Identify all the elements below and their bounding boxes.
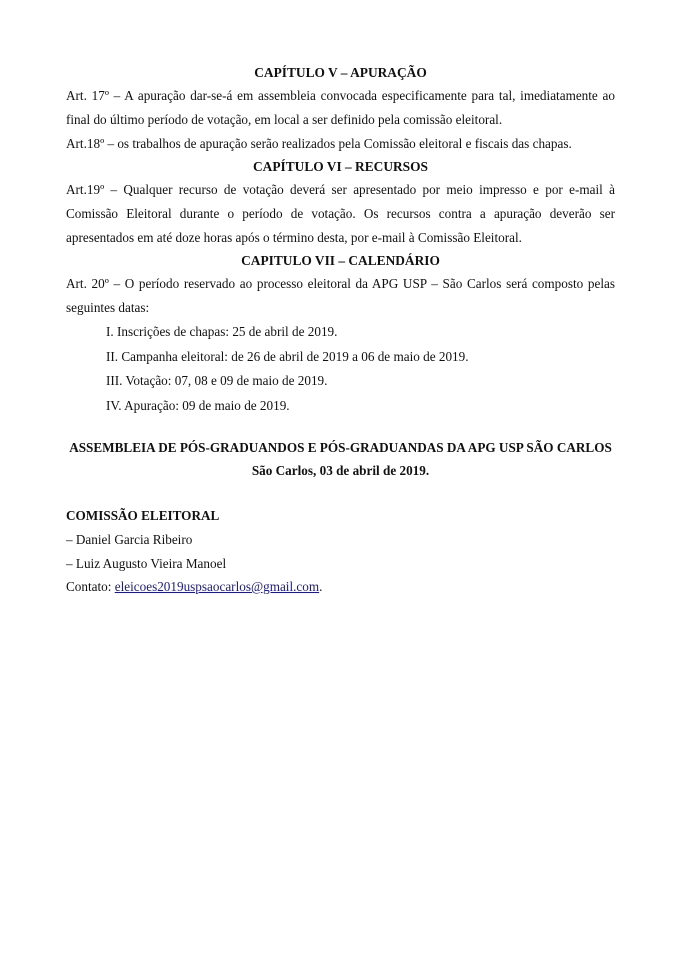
chapter-5-heading: CAPÍTULO V – APURAÇÃO [254,65,427,80]
calendar-item-voting: III. Votação: 07, 08 e 09 de maio de 2019. [106,373,328,388]
chapter-6-heading: CAPÍTULO VI – RECURSOS [253,159,428,174]
chapter-7-heading: CAPITULO VII – CALENDÁRIO [241,253,440,268]
document-page [66,62,615,599]
article-20: Art. 20º – O período reservado ao processo eleitoral da APG USP – São Carlos será composto pelas seguintes datas: [66,276,615,315]
contact-label: Contato: [66,579,115,594]
contact-line [66,575,615,599]
contact-suffix: . [319,579,323,594]
committee-member: – Daniel Garcia Ribeiro [66,532,193,547]
calendar-item-campaign: II. Campanha eleitoral: de 26 de abril de 2019 a 06 de maio de 2019. [106,348,469,364]
committee-member: – Luiz Augusto Vieira Manoel [66,555,227,571]
calendar-item-registration: I. Inscrições de chapas: 25 de abril de 2019. [106,324,338,339]
article-17: Art. 17º – A apuração dar-se-á em assembleia convocada especificamente para tal, imediatamente ao final do último período de votação, em local a ser definido pela comissão eleitoral. [66,88,615,127]
assembly-date: São Carlos, 03 de abril de 2019. [251,463,430,478]
committee-section [66,504,615,599]
article-18: Art.18º – os trabalhos de apuração serão realizados pela Comissão eleitoral e fiscais das chapas. [66,136,572,151]
assembly-title: ASSEMBLEIA DE PÓS-GRADUANDOS E PÓS-GRADUANDAS DA APG USP SÃO CARLOS [69,440,612,455]
calendar-item-counting: IV. Apuração: 09 de maio de 2019. [106,397,290,413]
calendar-list [66,320,615,418]
contact-email-link[interactable]: eleicoes2019uspsaocarlos@gmail.com [114,579,320,594]
article-19: Art.19º – Qualquer recurso de votação deverá ser apresentado por meio impresso e por e-mail à Comissão Eleitoral durante o período de votação. Os recursos contra a apuração deverão ser apresentados em até doze horas após o término desta, por e-mail à Comissão Eleitoral. [66,182,615,245]
committee-title: COMISSÃO ELEITORAL [66,508,220,523]
